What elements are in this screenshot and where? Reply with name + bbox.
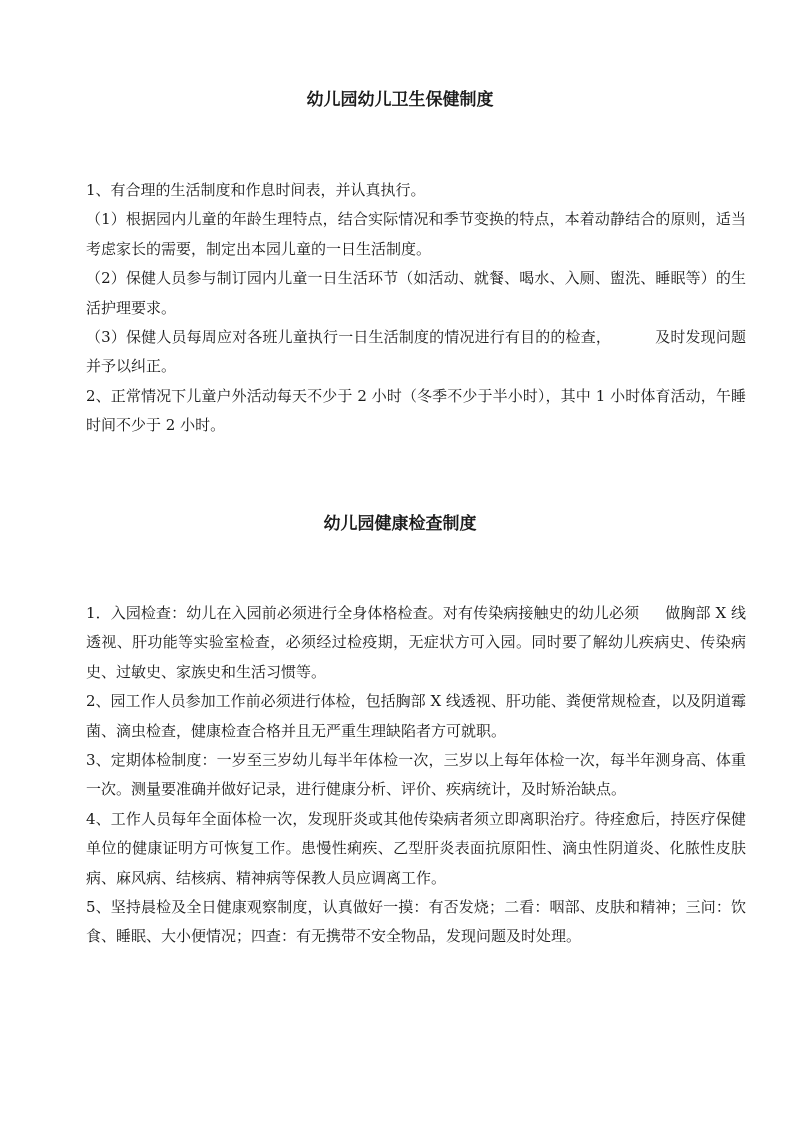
paragraph-part: 做胸部 X 线透视、肝功能等实验室检查，必须经过检疫期，无症状方可入园。同时要了解幼儿疾病史、传染病史、过敏史、家族史和生活习惯等。 [86,604,746,681]
paragraph: 3、定期体检制度：一岁至三岁幼儿每半年体检一次，三岁以上每年体检一次，每半年测身高、体重一次。测量要准确并做好记录，进行健康分析、评价、疾病统计，及时矫治缺点。 [86,751,746,799]
paragraph: 5、坚持晨检及全日健康观察制度，认真做好一摸：有否发烧；二看：咽部、皮肤和精神；三问：饮食、睡眠、大小便情况；四查：有无携带不安全物品，发现问题及时处理。 [86,898,746,946]
paragraph: 2、正常情况下儿童户外活动每天不少于 2 小时（冬季不少于半小时），其中 1 小时体育活动，午睡时间不少于 2 小时。 [86,386,746,435]
section-hygiene-body [86,176,746,441]
paragraph: （2）保健人员参与制订园内儿童一日生活环节（如活动、就餐、喝水、入厕、盥洗、睡眠等）的生活护理要求。 [86,269,746,317]
paragraph: 4、工作人员每年全面体检一次，发现肝炎或其他传染病者须立即离职治疗。待痊愈后，持医疗保健单位的健康证明方可恢复工作。患慢性痢疾、乙型肝炎表面抗原阳性、滴虫性阴道炎、化脓性皮肤病、麻风病、结核病、精神病等保教人员应调离工作。 [86,809,746,887]
paragraph [86,599,746,687]
paragraph [86,323,746,382]
paragraph-part: （3）保健人员每周应对各班儿童执行一日生活制度的情况进行有目的的检查， [86,328,612,347]
paragraph: （1）根据园内儿童的年龄生理特点，结合实际情况和季节变换的特点，本着动静结合的原则，适当考虑家长的需要，制定出本园儿童的一日生活制度。 [86,210,746,258]
paragraph: 1、有合理的生活制度和作息时间表，并认真执行。 [86,181,426,199]
section-title-hygiene: 幼儿园幼儿卫生保健制度 [306,90,494,110]
paragraph: 2、园工作人员参加工作前必须进行体检，包括胸部 X 线透视、肝功能、粪便常规检查，以及阴道霉菌、滴虫检查，健康检查合格并且无严重生理缺陷者方可就职。 [86,692,746,740]
paragraph-part: 1．入园检查：幼儿在入园前必须进行全身体格检查。对有传染病接触史的幼儿必须 [86,604,640,622]
section-health-check-body [86,599,746,952]
paragraph-part: 及时发现问题并予以纠正。 [86,328,746,376]
section-title-health-check: 幼儿园健康检查制度 [323,514,477,534]
